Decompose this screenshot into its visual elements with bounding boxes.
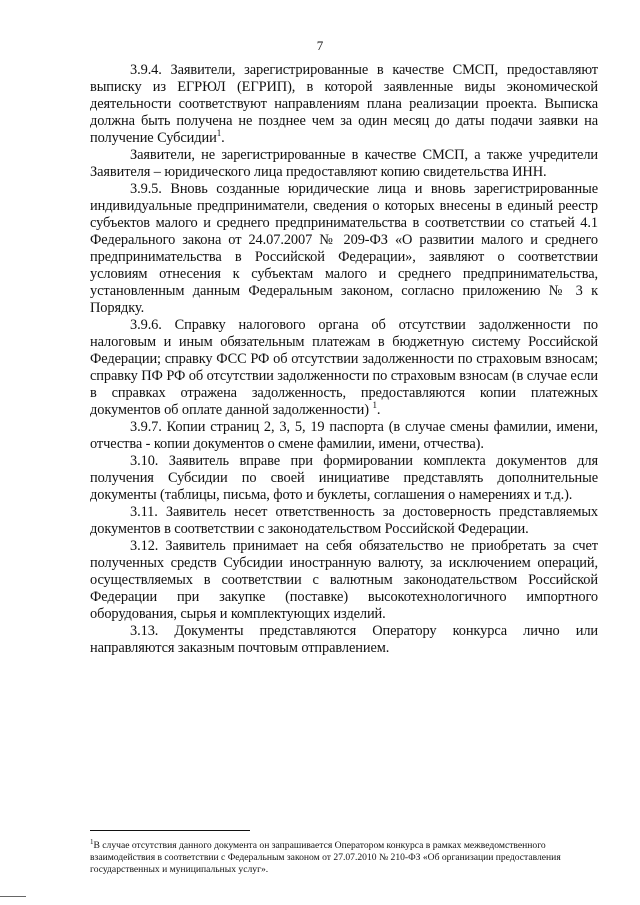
page-number: 7 <box>316 38 324 53</box>
footnote <box>90 837 602 876</box>
paragraph-3-12: 3.12. Заявитель принимает на себя обязательство не приобретать за счет полученных средств Субсидии иностранную валюту, за исключением операций, осуществляемых в соответствии с валютным законодательством Российской Федерации при закупке (поставке) высокотехнологичного импортного оборудования, сырья и комплектующих изделий. <box>90 538 598 622</box>
paragraph-3-11: 3.11. Заявитель несет ответственность за достоверность представляемых документов в соответствии с законодательством Российской Федерации. <box>90 504 598 537</box>
footnote-marker: 1 <box>90 837 94 846</box>
paragraph-3-9-4 <box>90 62 598 147</box>
paragraph-tail: . <box>376 402 381 418</box>
document-body <box>90 62 598 657</box>
footnote-reference: 1 <box>216 128 222 139</box>
scan-edge-mark <box>0 896 26 897</box>
paragraph-3-10: 3.10. Заявитель вправе при формировании комплекта документов для получения Субсидии по своей инициативе представлять дополнительные документы (таблицы, письма, фото и буклеты, соглашения о намерениях и т.д.). <box>90 453 598 503</box>
paragraph-3-9-6 <box>90 317 598 419</box>
paragraph-3-9-4-continued: Заявители, не зарегистрированные в качестве СМСП, а также учредители Заявителя – юридического лица предоставляют копию свидетельства ИНН. <box>90 147 598 180</box>
footnote-text: В случае отсутствия данного документа он запрашивается Оператором конкурса в рамках межведомственного взаимодействия в соответствии с Федеральным законом от 27.07.2010 № 210-ФЗ «Об организации предоставления государственных и муниципальных услуг». <box>90 840 561 875</box>
paragraph-3-13: 3.13. Документы представляются Оператору конкурса лично или направляются заказным почтовым отправлением. <box>90 623 598 656</box>
paragraph-text: 3.9.6. Справку налогового органа об отсутствии задолженности по налоговым и иным обязательным платежам в бюджетную систему Российской Федерации; справку ФСС РФ об отсутствии задолженности по страховым взносам; справку ПФ РФ об отсутствии задолженности по страховым взносам (в случае если в справках отражена задолженность, предоставляются копии платежных документов об оплате данной задолженности) <box>90 317 598 418</box>
paragraph-3-9-7: 3.9.7. Копии страниц 2, 3, 5, 19 паспорта (в случае смены фамилии, имени, отчества - копии документов о смене фамилии, имени, отчества). <box>90 419 598 452</box>
paragraph-tail: . <box>221 130 225 146</box>
paragraph-text: 3.9.4. Заявители, зарегистрированные в качестве СМСП, предоставляют выписку из ЕГРЮЛ (ЕГРИП), в которой заявленные виды экономической деятельности соответствуют направлениям плана реализации проекта. Выписка должна быть получена не позднее чем за один месяц до даты подачи заявки на получение Субсидии <box>90 62 598 146</box>
footnote-reference: 1 <box>372 400 377 411</box>
paragraph-3-9-5: 3.9.5. Вновь созданные юридические лица и вновь зарегистрированные индивидуальные предприниматели, сведения о которых внесены в единый реестр субъектов малого и среднего предпринимательства в соответствии со статьей 4.1 Федерального закона от 24.07.2007 № 209-ФЗ «О развитии малого и среднего предпринимательства в Российской Федерации», заявляют о соответствии условиям отнесения к субъектам малого и среднего предпринимательства, установленным данным Федеральным законом, согласно приложению № 3 к Порядку. <box>90 181 598 316</box>
footnote-divider <box>90 830 250 831</box>
